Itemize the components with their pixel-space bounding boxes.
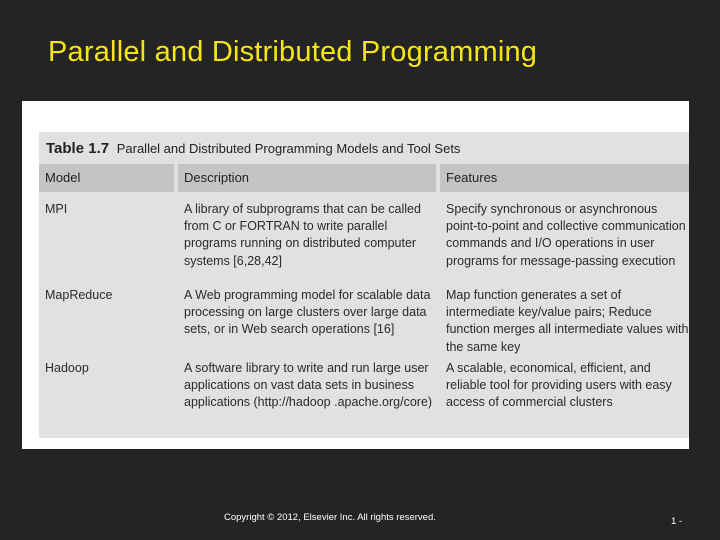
table-caption-text: Parallel and Distributed Programming Models and Tool Sets: [116, 141, 461, 156]
cell-features: Specify synchronous or asynchronous point-to-point and collective communication commands and I/O operations in user programs for message-passing execution: [446, 202, 686, 268]
table-frame: [39, 132, 689, 438]
table-caption: [46, 140, 460, 157]
cell-description: A Web programming model for scalable data processing on large clusters over large data sets, or in Web search operations [16]: [184, 288, 431, 337]
cell-model: MPI: [45, 202, 68, 216]
cell-model: MapReduce: [45, 288, 113, 302]
table-image: [22, 101, 689, 449]
header-features: Features: [440, 164, 689, 192]
cell-description: A library of subprograms that can be called from C or FORTRAN to write parallel programs running on distributed computer systems [6,28,42]: [184, 202, 421, 268]
page-number: 1 -: [671, 516, 683, 527]
header-model: Model: [39, 164, 174, 192]
table-body: [39, 194, 689, 438]
cell-features: Map function generates a set of intermediate key/value pairs; Reduce function merges all intermediate values with the same key: [446, 288, 689, 354]
table-header-row: [39, 164, 689, 192]
table-caption-number: Table 1.7: [46, 140, 110, 157]
footer-copyright: Copyright © 2012, Elsevier Inc. All rights reserved.: [224, 512, 436, 523]
slide-title: Parallel and Distributed Programming: [48, 36, 538, 68]
cell-model: Hadoop: [45, 361, 89, 375]
header-description: Description: [178, 164, 436, 192]
cell-description: A software library to write and run large user applications on vast data sets in business applications (http://hadoop .apache.org/core): [184, 361, 433, 410]
cell-features: A scalable, economical, efficient, and reliable tool for providing users with easy access of commercial clusters: [446, 361, 672, 410]
